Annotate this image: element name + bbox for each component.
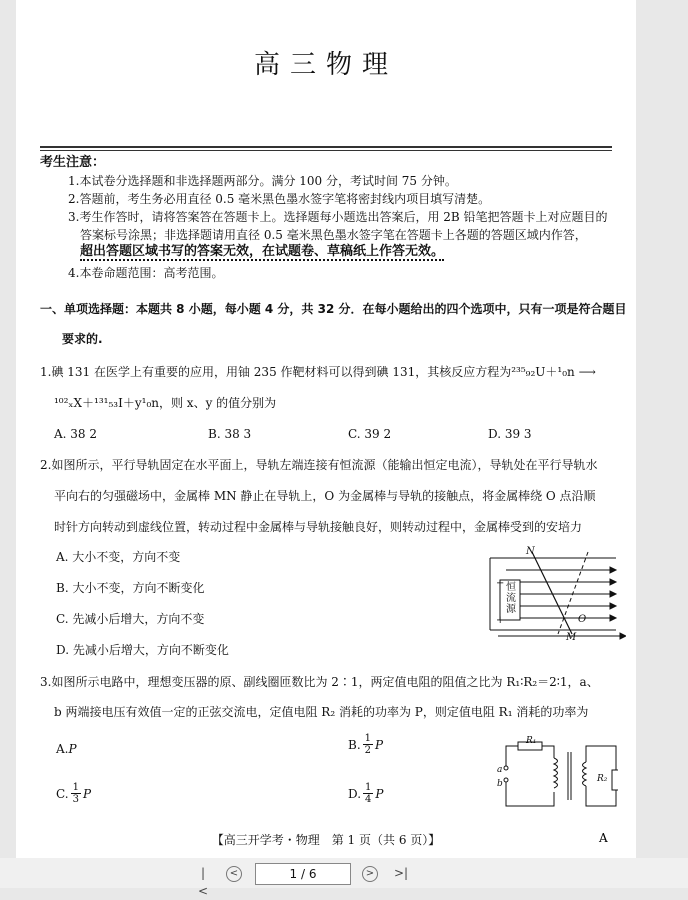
- notice-item: 3.考生作答时，请将答案答在答题卡上。选择题每小题选出答案后，用 2B 铅笔把答题卡上对应题目的: [68, 210, 608, 224]
- label-plus: +: [496, 615, 505, 626]
- paper-version-label: A: [599, 831, 608, 845]
- question-2-stem-cont: 平向右的匀强磁场中，金属棒 MN 静止在导轨上，O 为金属棒与导轨的接触点，将金属棒绕 O 点沿顺: [54, 489, 596, 503]
- last-page-button[interactable]: [394, 864, 408, 882]
- notice-item: 答案标号涂黑；非选择题请用直径 0.5 毫米黑色墨水签字笔在答题卡上各题的答题区域内作答，: [80, 228, 587, 242]
- question-1-option-a: A. 38 2: [54, 427, 98, 441]
- question-3-option-d: D. 1 4 P: [348, 782, 384, 805]
- previous-page-icon: <: [229, 868, 239, 879]
- next-page-icon: >: [365, 868, 375, 879]
- question-1-option-d: D. 39 3: [488, 427, 532, 441]
- label-o: O: [578, 614, 587, 625]
- label-minus: −: [496, 578, 505, 589]
- question-3-stem: 3.如图所示电路中，理想变压器的原、副线圈匝数比为 2∶1，两定值电阻的阻值之比为 R₁∶R₂＝2∶1，a、: [40, 675, 599, 689]
- notice-item: 2.答题前，考生务必用直径 0.5 毫米黑色墨水签字笔将密封线内项目填写清楚。: [68, 192, 491, 206]
- question-1-option-c: C. 39 2: [348, 427, 392, 441]
- question-3-option-a: A.P: [56, 742, 77, 756]
- next-page-button[interactable]: [362, 866, 378, 882]
- page-title: 高三物理: [253, 50, 398, 80]
- first-page-icon: |<: [197, 866, 209, 898]
- label-r1: R₁: [526, 736, 537, 746]
- question-2-stem: 2.如图所示，平行导轨固定在水平面上，导轨左端连接有恒流源（能输出恒定电流），导轨处在平行导轨水: [40, 458, 598, 472]
- label-a: a: [497, 765, 503, 775]
- question-3-stem-cont: b 两端接电压有效值一定的正弦交流电，定值电阻 R₂ 消耗的功率为 P，则定值电阻 R₁ 消耗的功率为: [54, 705, 589, 719]
- label-current-source: 恒流源: [506, 582, 516, 615]
- label-b: b: [497, 779, 503, 789]
- notice-heading: 考生注意：: [40, 155, 106, 170]
- question-2-option-c: C. 先减小后增大，方向不变: [56, 612, 205, 626]
- first-page-button[interactable]: [196, 864, 210, 898]
- page-number-input[interactable]: 1 / 6: [255, 863, 351, 885]
- previous-page-button[interactable]: [226, 866, 242, 882]
- notice-item: 1.本试卷分选择题和非选择题两部分。满分 100 分，考试时间 75 分钟。: [68, 174, 457, 188]
- divider-line: [40, 146, 612, 148]
- question-1-stem: 1.碘 131 在医学上有重要的应用，用铀 235 作靶材料可以得到碘 131，其核反应方程为²³⁵₉₂U＋¹₀n ⟶: [40, 365, 596, 379]
- question-2-option-d: D. 先减小后增大，方向不断变化: [56, 643, 229, 657]
- question-3-option-c: C. 1 3 P: [56, 782, 92, 805]
- label-r2: R₂: [597, 774, 608, 784]
- notice-emphasis: 超出答题区域书写的答案无效，在试题卷、草稿纸上作答无效。: [80, 244, 445, 259]
- label-m: M: [566, 632, 577, 643]
- divider-line-thin: [40, 150, 612, 151]
- question-3-option-b: B. 1 2 P: [348, 733, 384, 756]
- question-2-option-a: A. 大小不变，方向不变: [56, 550, 181, 564]
- question-2-stem-cont: 时针方向转动到虚线位置，转动过程中金属棒与导轨接触良好，则转动过程中，金属棒受到的安培力: [54, 520, 583, 534]
- question-1-option-b: B. 38 3: [208, 427, 252, 441]
- section-heading: 一、单项选择题：本题共 8 小题，每小题 4 分，共 32 分．在每小题给出的四个选项中，只有一项是符合题目: [40, 302, 627, 316]
- document-page: [16, 0, 636, 858]
- notice-item: 4.本卷命题范围：高考范围。: [68, 266, 224, 280]
- last-page-icon: >|: [394, 866, 409, 880]
- scrollbar-track[interactable]: [652, 0, 688, 858]
- question-2-option-b: B. 大小不变，方向不断变化: [56, 581, 205, 595]
- section-heading-cont: 要求的.: [62, 332, 103, 346]
- page-footer: 【高三开学考・物理 第 1 页（共 6 页）】: [211, 833, 441, 847]
- label-n: N: [526, 546, 535, 557]
- question-1-stem-cont: ¹⁰²ₓX＋¹³¹₅₃I＋y¹₀n，则 x、y 的值分别为: [54, 396, 277, 410]
- page-navigation-bar: [0, 858, 688, 898]
